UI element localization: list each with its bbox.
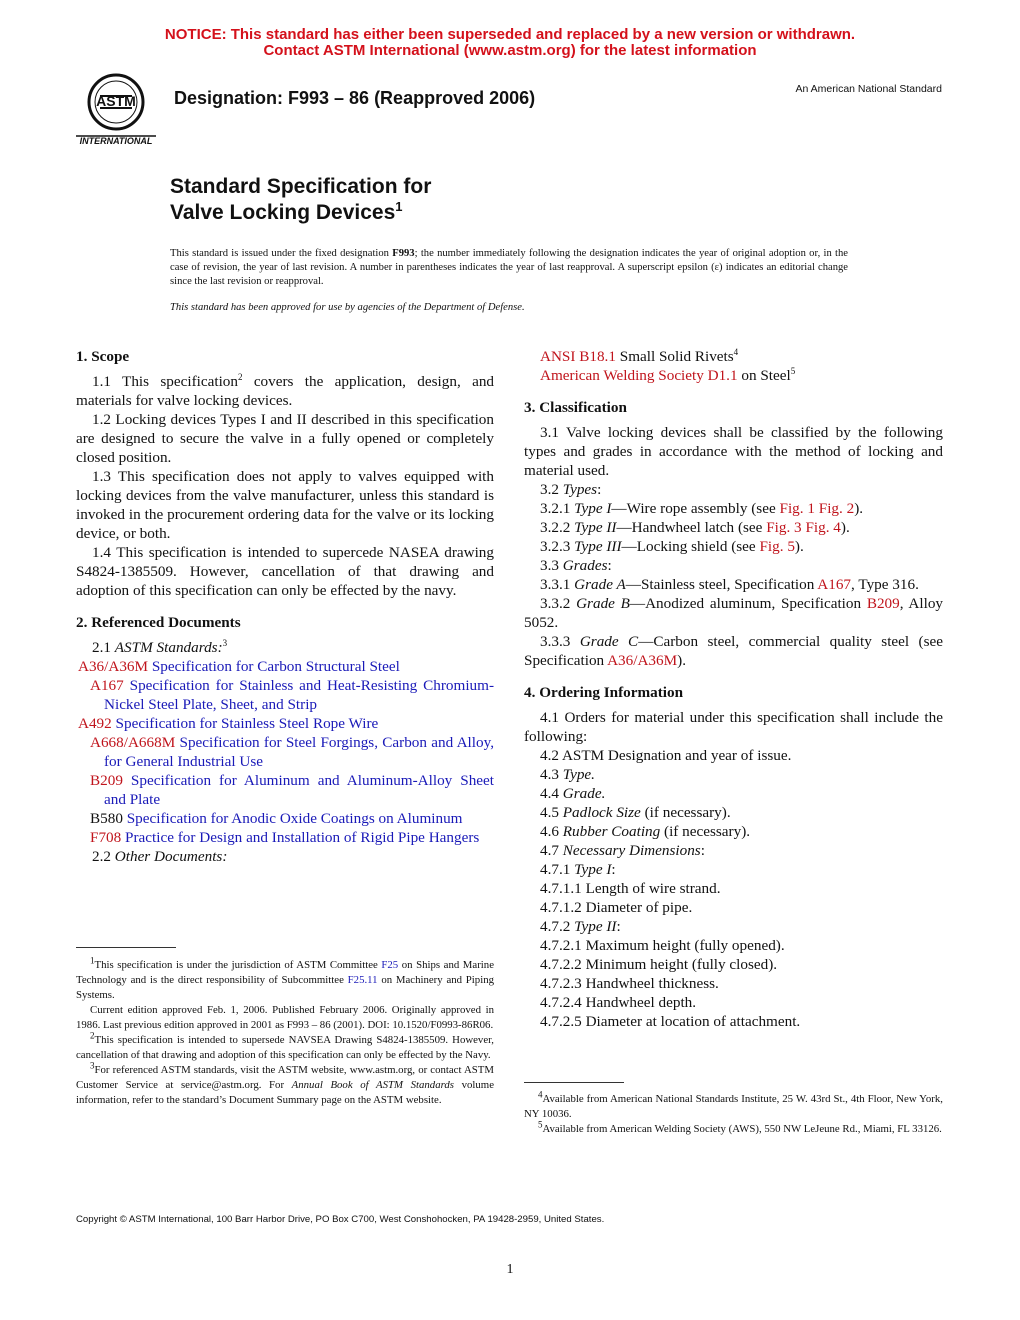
fig-2-link[interactable]: Fig. 2 [818, 500, 855, 517]
section-1-2: 1.2 Locking devices Types I and II described in this specification are designed to secure the valve in a fully opened or completely closed position. [76, 411, 494, 466]
section-4-4: 4.4 Grade. [540, 785, 606, 802]
withdrawn-notice [0, 27, 1020, 59]
section-4-7-2-3: 4.7.2.3 Handwheel thickness. [540, 975, 719, 992]
section-4-7-2-1: 4.7.2.1 Maximum height (fully opened). [540, 937, 785, 954]
footnote-3: $^3$For referenced ASTM standards, visit the ASTM website, www.astm.org, or contact ASTM Customer Service at service@astm.org. For Annual Book of ASTM Standards volume information, refer to the standard’s Document Summary page on the ASTM website. [76, 1060, 494, 1106]
designation: Designation: F993 – 86 (Reapproved 2006) [174, 88, 536, 108]
section-4-7-1-1: 4.7.1.1 Length of wire strand. [540, 880, 721, 897]
a36-link[interactable]: A36/A36M [607, 652, 678, 669]
section-3-2-3: 3.2.3 Type III—Locking shield (see Fig. 5). [540, 538, 804, 555]
section-4-1: 4.1 Orders for material under this specification shall include the following: [524, 709, 943, 745]
copyright-line: Copyright © ASTM International, 100 Barr Harbor Drive, PO Box C700, West Conshohocken, PA 19428-2959, United States. [76, 1214, 605, 1225]
section-3-3-3: 3.3.3 Grade C—Carbon steel, commercial quality steel (see Specification A36/A36M). [524, 633, 944, 669]
ref-a492[interactable]: A492 Specification for Stainless Steel Rope Wire [78, 715, 379, 732]
national-standard-label: An American National Standard [795, 83, 942, 95]
footnotes-left [76, 955, 494, 1108]
logo-text-international: INTERNATIONAL [79, 136, 153, 146]
ref-a167[interactable]: A167 Specification for Stainless and Heat-Resisting Chromium-Nickel Steel Plate, Sheet, and Strip [90, 677, 494, 713]
fig-1-link[interactable]: Fig. 1 [779, 500, 815, 517]
section-4-7-1: 4.7.1 Type I: [540, 861, 616, 878]
ref-a668[interactable]: A668/A668M Specification for Steel Forgings, Carbon and Alloy, for General Industrial Use [90, 734, 494, 770]
section-1-4: 1.4 This specification is intended to supercede NASEA drawing S4824-1385509. However, cancellation of that drawing and adoption of this specification can only be effected by the navy. [76, 544, 494, 599]
section-4-6: 4.6 Rubber Coating (if necessary). [540, 823, 751, 840]
scope-heading: 1. Scope [76, 348, 130, 365]
section-4-5: 4.5 Padlock Size (if necessary). [540, 804, 731, 821]
section-2-1: 2.1 ASTM Standards:$^3$ [92, 637, 228, 656]
title-footnote-ref[interactable]: 1 [395, 199, 403, 214]
section-2-2: 2.2 Other Documents: [92, 848, 228, 865]
section-4-3: 4.3 Type. [540, 766, 595, 783]
ordering-information-heading: 4. Ordering Information [524, 684, 684, 701]
footnote-5: $^5$Available from American Welding Society (AWS), 550 NW LeJeune Rd., Miami, FL 33126. [538, 1119, 942, 1135]
section-1-1: 1.1 This specification$^2$ covers the application, design, and materials for valve locking devices. [76, 371, 495, 409]
f25-link[interactable]: F25 [381, 959, 399, 971]
f25-11-link[interactable]: F25.11 [347, 974, 378, 986]
section-4-7-2-2: 4.7.2.2 Minimum height (fully closed). [540, 956, 778, 973]
astm-international-logo-icon [70, 72, 162, 152]
section-4-7-2-4: 4.7.2.4 Handwheel depth. [540, 994, 697, 1011]
document-title [170, 174, 431, 226]
section-4-2: 4.2 ASTM Designation and year of issue. [540, 747, 792, 764]
dod-approval-note: This standard has been approved for use by agencies of the Department of Defense. [170, 302, 525, 313]
section-3-2: 3.2 Types: [540, 481, 602, 498]
referenced-documents-heading: 2. Referenced Documents [76, 614, 241, 631]
ref-ansi-b18-1[interactable]: ANSI B18.1 Small Solid Rivets$^4$ [540, 346, 739, 365]
notice-line-2: Contact ASTM International (www.astm.org) for the latest information [263, 42, 757, 59]
footnote-rule-left [76, 947, 176, 948]
ref-a36[interactable]: A36/A36M Specification for Carbon Structural Steel [78, 658, 400, 675]
section-3-2-1: 3.2.1 Type I—Wire rope assembly (see Fig. 1 Fig. 2). [540, 500, 864, 517]
astm-logo [70, 72, 162, 152]
footnote-4: $^4$Available from American National Standards Institute, 25 W. 43rd St., 4th Floor, New York, NY 10036. [524, 1089, 943, 1120]
ref-aws-d1-1[interactable]: American Welding Society D1.1 on Steel$^5$ [540, 365, 796, 384]
section-3-3-1: 3.3.1 Grade A—Stainless steel, Specification A167, Type 316. [540, 576, 919, 593]
notice-line-1: NOTICE: This standard has either been superseded and replaced by a new version or withdrawn. [164, 26, 856, 43]
footnote-2: $^2$This specification is intended to supersede NAVSEA Drawing S4824-1385509. However, cancellation of that drawing and adoption of this specification can only be effected by the Navy. [76, 1030, 494, 1061]
fig-4-link[interactable]: Fig. 4 [805, 519, 841, 536]
intro-paragraph: This standard is issued under the fixed designation F993; the number immediately following the designation indicates the year of original adoption or, in the case of revision, the year of last revision. A number in parentheses indicates the year of last reapproval. A superscript epsilon (ε) indicates an editorial change since the last revision or reapproval. [170, 248, 848, 287]
b209-link[interactable]: B209 [866, 595, 900, 612]
left-column [76, 347, 494, 866]
footnote-1: $^1$This specification is under the jurisdiction of ASTM Committee F25 on Ships and Marine Technology and is the direct responsibility of Subcommittee F25.11 on Machinery and Piping Systems. [76, 955, 494, 1001]
right-column [524, 347, 943, 1031]
section-1-3: 1.3 This specification does not apply to valves equipped with locking devices from the valve manufacturer, unless this standard is invoked in the procurement ordering data for the valve or its locking device, or both. [76, 468, 494, 542]
section-3-1: 3.1 Valve locking devices shall be classified by the following types and grades in accordance with the method of locking and material used. [524, 424, 943, 479]
section-3-3-2: 3.3.2 Grade B—Anodized aluminum, Specification B209, Alloy 5052. [524, 595, 944, 631]
section-3-3: 3.3 Grades: [540, 557, 612, 574]
a167-link[interactable]: A167 [817, 576, 852, 593]
section-4-7-1-2: 4.7.1.2 Diameter of pipe. [540, 899, 693, 916]
fig-5-link[interactable]: Fig. 5 [759, 538, 795, 555]
ref-b209[interactable]: B209 Specification for Aluminum and Aluminum-Alloy Sheet and Plate [90, 772, 494, 808]
section-4-7: 4.7 Necessary Dimensions: [540, 842, 705, 859]
footnotes-right [524, 1089, 943, 1137]
page-number: 1 [506, 1262, 514, 1277]
section-4-7-2-5: 4.7.2.5 Diameter at location of attachment. [540, 1013, 801, 1030]
fig-3-link[interactable]: Fig. 3 [766, 519, 802, 536]
logo-text-astm: ASTM [96, 93, 136, 109]
section-4-7-2: 4.7.2 Type II: [540, 918, 621, 935]
footnote-1-edition: Current edition approved Feb. 1, 2006. Published February 2006. Originally approved in 1986. Last previous edition approved in 2001 as F993 – 86 (2001). DOI: 10.1520/F0993-86R06. [76, 1004, 494, 1031]
title-line-1: Standard Specification for [170, 175, 432, 198]
ref-f708[interactable]: F708 Practice for Design and Installation of Rigid Pipe Hangers [90, 829, 480, 846]
ref-b580[interactable]: B580 Specification for Anodic Oxide Coatings on Aluminum [90, 810, 463, 827]
classification-heading: 3. Classification [524, 399, 627, 416]
section-3-2-2: 3.2.2 Type II—Handwheel latch (see Fig. 3 Fig. 4). [540, 519, 850, 536]
title-line-2: Valve Locking Devices$^1$ [170, 199, 403, 224]
footnote-rule-right [524, 1082, 624, 1083]
